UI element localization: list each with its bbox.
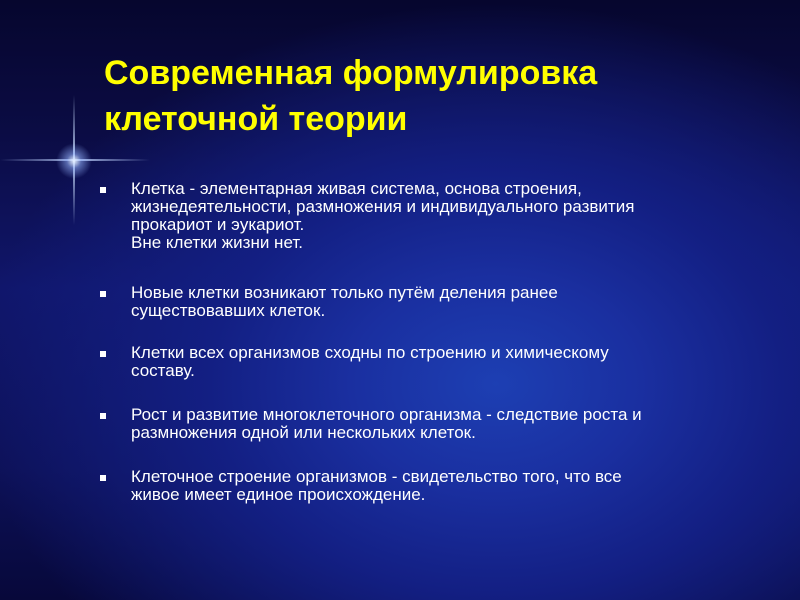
bullet-text-line: размножения одной или нескольких клеток. [131, 423, 476, 442]
bullet-text-line: Клетка - элементарная живая система, основа строения, [131, 179, 582, 198]
bullet-text-line: существовавших клеток. [131, 301, 326, 320]
bullet-text-line: Клеточное строение организмов - свидетельство того, что все [131, 467, 622, 486]
bullet-text-line: Рост и развитие многоклеточного организма - следствие роста и [131, 405, 642, 424]
bullet-text-line: жизнедеятельности, размножения и индивидуального развития [131, 197, 635, 216]
bullet-item [131, 468, 771, 504]
bullet-item [131, 344, 771, 380]
bullet-text-line: Новые клетки возникают только путём деления ранее [131, 283, 558, 302]
bullet-text-line: Клетки всех организмов сходны по строению и химическому [131, 343, 609, 362]
slide-title-line: клеточной теории [104, 100, 408, 138]
square-bullet-icon [100, 187, 106, 193]
square-bullet-icon [100, 291, 106, 297]
bullet-item [131, 406, 771, 442]
square-bullet-icon [100, 475, 106, 481]
bullet-item [131, 180, 771, 252]
bullet-text-line: Вне клетки жизни нет. [131, 233, 303, 252]
square-bullet-icon [100, 413, 106, 419]
bullet-item [131, 284, 771, 320]
bullet-text-line: составу. [131, 361, 195, 380]
bullet-text-line: живое имеет единое происхождение. [131, 485, 426, 504]
square-bullet-icon [100, 351, 106, 357]
slide-title-line: Современная формулировка [104, 54, 598, 92]
bullet-text-line: прокариот и эукариот. [131, 215, 305, 234]
